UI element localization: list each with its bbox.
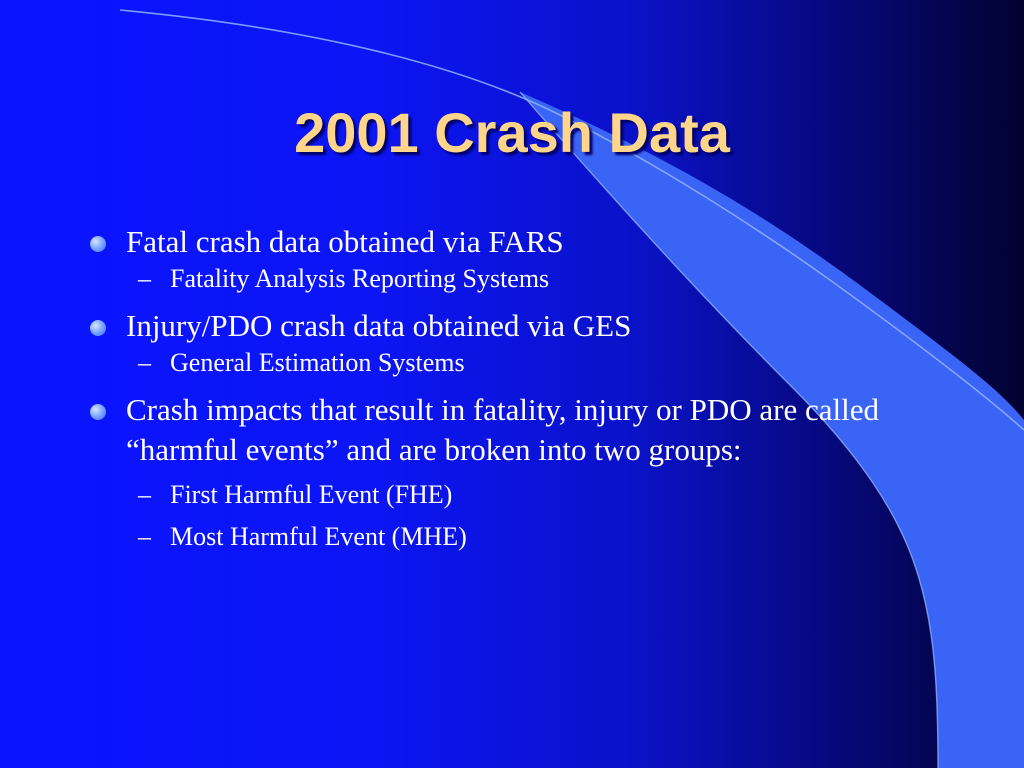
bullet-item	[88, 390, 958, 470]
sub-bullet-item	[88, 520, 958, 554]
bullet-dot-icon	[90, 404, 106, 420]
sub-bullet-text: Most Harmful Event (MHE)	[170, 522, 467, 551]
bullet-text: Crash impacts that result in fatality, injury or PDO are called “harmful events” and are broken into two groups:	[126, 392, 879, 467]
dash-marker: –	[138, 348, 151, 377]
dash-marker: –	[138, 522, 151, 551]
slide-title: 2001 Crash Data	[294, 101, 730, 164]
sub-bullet-text: Fatality Analysis Reporting Systems	[170, 264, 550, 293]
bullet-list	[88, 222, 958, 554]
dash-marker: –	[138, 480, 151, 509]
bullet-dot-icon	[90, 320, 106, 336]
sub-bullet-item	[88, 346, 958, 380]
sub-bullet-item	[88, 478, 958, 512]
bullet-dot-icon	[90, 236, 106, 252]
sub-bullet-text: First Harmful Event (FHE)	[170, 480, 453, 509]
bullet-text: Injury/PDO crash data obtained via GES	[126, 308, 632, 343]
bullet-item	[88, 222, 958, 262]
dash-marker: –	[138, 264, 151, 293]
bullet-item	[88, 306, 958, 346]
sub-bullet-item	[88, 262, 958, 296]
sub-bullet-text: General Estimation Systems	[170, 348, 465, 377]
bullet-text: Fatal crash data obtained via FARS	[126, 224, 564, 259]
